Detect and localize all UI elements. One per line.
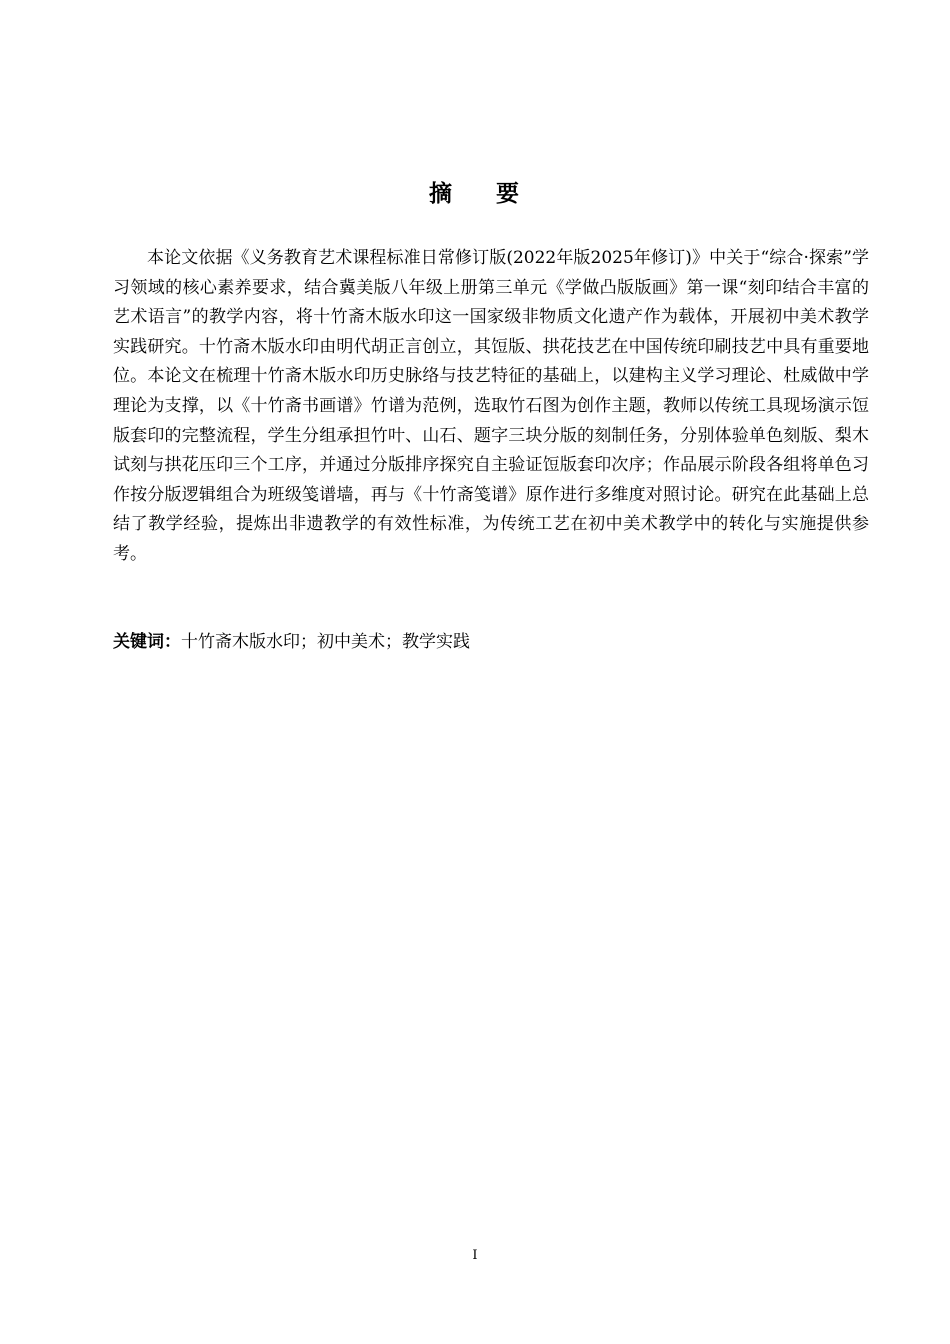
keywords-label: 关键词： [113, 632, 181, 652]
keywords-line [113, 628, 869, 658]
page-number: I [472, 1248, 478, 1263]
heading-char-2: 要 [496, 181, 521, 207]
abstract-body: 本论文依据《义务教育艺术课程标准日常修订版(2022年版2025年修订)》中关于“综合·探索”学习领域的核心素养要求，结合冀美版八年级上册第三单元《学做凸版版画》第一课“刻印结合丰富的艺术语言”的教学内容，将十竹斋木版水印这一国家级非物质文化遗产作为载体，开展初中美术教学实践研究。十竹斋木版水印由明代胡正言创立，其饾版、拱花技艺在中国传统印刷技艺中具有重要地位。本论文在梳理十竹斋木版水印历史脉络与技艺特征的基础上，以建构主义学习理论、杜威做中学理论为支撑，以《十竹斋书画谱》竹谱为范例，选取竹石图为创作主题，教师以传统工具现场演示饾版套印的完整流程，学生分组承担竹叶、山石、题字三块分版的刻制任务，分别体验单色刻版、梨木试刻与拱花压印三个工序，并通过分版排序探究自主验证饾版套印次序；作品展示阶段各组将单色习作按分版逻辑组合为班级笺谱墙，再与《十竹斋笺谱》原作进行多维度对照讨论。研究在此基础上总结了教学经验，提炼出非遗教学的有效性标准，为传统工艺在初中美术教学中的转化与实施提供参考。 [113, 248, 869, 564]
heading-char-1: 摘 [429, 181, 454, 207]
abstract-heading [0, 176, 950, 212]
keywords-value: 十竹斋木版水印；初中美术；教学实践 [181, 632, 470, 652]
